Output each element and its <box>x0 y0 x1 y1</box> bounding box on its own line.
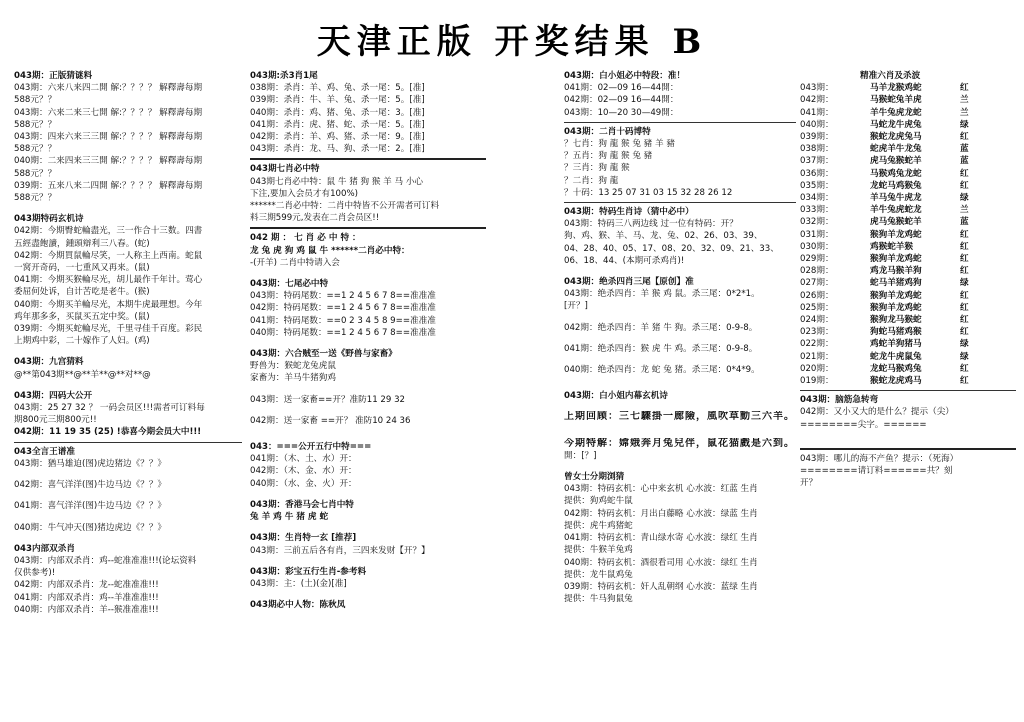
row-color: 兰 <box>960 95 969 106</box>
row-zodiacs: 虎马兔猴蛇羊 <box>870 156 922 167</box>
section-heading: 曾女士分期浏猜 <box>564 472 625 483</box>
list-item: 588元？？ <box>14 119 57 130</box>
section-heading: 043全言王谱准 <box>14 446 75 457</box>
row-issue: 036期： <box>800 168 834 179</box>
table-row <box>800 375 1016 387</box>
row-issue: 043期： <box>800 83 834 94</box>
row-issue: 021期： <box>800 351 834 362</box>
row-color: 红 <box>960 132 969 143</box>
list-item: 043期：四来六来三三開 解:？？？？ 解釋壽每期 <box>14 132 203 143</box>
spacer <box>564 402 796 411</box>
table-row <box>800 204 1016 216</box>
list-item: -(开羊) 二肖中特请入会 <box>250 257 340 268</box>
list-item: 042期：（木、金、水）开： <box>250 466 357 477</box>
section-heading: 043期：二肖十码博特 <box>564 126 651 137</box>
column-1 <box>14 70 242 616</box>
list-item: 038期：杀肖：羊、鸡、兔、杀一尾：5。[准] <box>250 83 425 94</box>
row-issue: 034期： <box>800 193 834 204</box>
list-item: 041期：今期买猴輪尽光，胡儿最作千年计。莺心 <box>14 275 203 286</box>
list-item: 043期：10—20 30—49開： <box>564 107 679 118</box>
row-zodiacs: 马羊龙猴鸡蛇 <box>870 83 922 94</box>
list-item: 041期：02—09 16—44開： <box>564 83 679 94</box>
list-item: 龙 兔 虎 狗 鸡 鼠 牛 ******二肖必中特： <box>250 245 410 256</box>
table-row <box>800 253 1016 265</box>
list-item: 039期：杀肖：牛、羊、兔、杀一尾：5。[准] <box>250 95 425 106</box>
column-3 <box>564 70 796 605</box>
row-zodiacs: 鸡蛇羊狗猪马 <box>870 339 922 350</box>
row-color: 兰 <box>960 205 969 216</box>
section-heading: 精准六肖及杀波 <box>860 71 921 81</box>
list-item: 料三期599元,发表在二肖会员区!! <box>250 213 380 224</box>
list-item: 043期：三前五后各有肖，三四来发财【开？】 <box>250 545 430 556</box>
table-row <box>800 155 1016 167</box>
column-2 <box>250 70 486 611</box>
row-issue: 025期： <box>800 302 834 313</box>
divider <box>250 227 486 229</box>
section-heading: 043期：白小姐内幕玄机诗 <box>564 391 668 402</box>
spacer <box>14 381 242 390</box>
list-item: 588元？？ <box>14 144 57 155</box>
table-row <box>800 265 1016 277</box>
row-color: 红 <box>960 241 969 252</box>
table-row <box>800 314 1016 326</box>
spacer <box>14 491 242 500</box>
list-item: 042期：喜气洋洋(图)牛边马边《？？》 <box>14 480 167 491</box>
spacer <box>250 406 486 415</box>
row-color: 红 <box>960 290 969 301</box>
spacer <box>250 427 486 441</box>
row-zodiacs: 猴蛇龙虎兔马 <box>870 132 922 143</box>
row-issue: 026期： <box>800 290 834 301</box>
list-item: 043期：杀肖：龙、马、狗、杀一尾：2。[准] <box>250 144 425 155</box>
spacer <box>14 534 242 543</box>
list-item: 提供：牛马狗鼠兔 <box>564 594 633 605</box>
row-color: 红 <box>960 315 969 326</box>
list-item: 今期特解：嫦娥奔月兔兒伴，鼠花猫戲是六到。 <box>564 437 795 449</box>
row-color: 绿 <box>960 119 969 130</box>
list-item: 仅供参考)! <box>14 568 56 579</box>
list-item: 043期：正版猜谜料 <box>14 71 93 81</box>
row-issue: 038期： <box>800 144 834 155</box>
row-color: 红 <box>960 327 969 338</box>
table-row <box>800 277 1016 289</box>
table-row <box>800 338 1016 350</box>
row-color: 红 <box>960 168 969 179</box>
list-item: @**第043期**@**羊**@**对**@ <box>14 369 151 380</box>
column-4 <box>800 70 1016 490</box>
list-item: 588元？？ <box>14 168 57 179</box>
list-item: 下注,要加入会员才有100%) <box>250 188 358 199</box>
list-item: 041期：杀肖：虎、猪、蛇、杀一尾：5。[准] <box>250 119 425 130</box>
list-item: 039期：特码玄机：奸人乱朝纲 心水波：蓝绿 生肖 <box>564 581 758 592</box>
list-item: 上期回顾：三七驟掛一廊險，風吹草動三六羊。 <box>564 411 795 423</box>
row-zodiacs: 马猴蛇兔羊虎 <box>870 95 922 106</box>
row-color: 红 <box>960 254 969 265</box>
row-zodiacs: 龙蛇马猴鸡兔 <box>870 363 922 374</box>
list-item: 042期：送一家畜 ==开？ 准防10 24 36 <box>250 415 411 426</box>
list-item: 040期：牛气冲天(图)猪边虎边《？？》 <box>14 522 167 533</box>
row-color: 绿 <box>960 278 969 289</box>
table-row <box>800 143 1016 155</box>
row-zodiacs: 蛇虎羊牛龙兔 <box>870 144 922 155</box>
section-heading: 043内部双杀肖 <box>14 543 75 554</box>
table-row <box>800 131 1016 143</box>
list-item: 042 期 ： 七 肖 必 中 特 ： <box>250 233 361 244</box>
list-item: 043期七肖必中特：鼠 牛 猪 狗 猴 羊 马 小心 <box>250 176 424 187</box>
list-item: 040期：今期买羊輪尽光，本期牛虎最理想。今年 <box>14 299 203 310</box>
row-zodiacs: 马猴鸡兔龙蛇 <box>870 168 922 179</box>
list-item: 狗、鸡、猴、羊、马、龙、兔、02、26、03、39、 <box>564 231 763 242</box>
row-zodiacs: 猴狗羊龙鸡蛇 <box>870 254 922 265</box>
list-item: 042期：特码玄机：月出白藤略 心水波：绿蓝 生肖 <box>564 508 758 519</box>
list-item: ========请订料======共？刻 <box>800 466 953 477</box>
list-item: 043期：六来二来三七開 解:？？？？ 解釋壽每期 <box>14 107 203 118</box>
row-zodiacs: 猴狗龙马猴蛇 <box>870 315 922 326</box>
table-row <box>800 302 1016 314</box>
row-zodiacs: 猴狗羊龙鸡蛇 <box>870 229 922 240</box>
list-item: 043期：哪儿的海不产鱼？提示：（死海） <box>800 453 959 464</box>
table-row <box>800 119 1016 131</box>
list-item: 043期：绝杀四肖：羊 猴 鸡 鼠。杀三尾：0*2*1。 <box>564 289 760 300</box>
spacer <box>564 267 796 276</box>
row-color: 红 <box>960 376 969 387</box>
table-row <box>800 229 1016 241</box>
divider <box>800 448 1016 450</box>
spacer <box>564 313 796 322</box>
table-row <box>800 351 1016 363</box>
list-item: 043期：六来八来四二開 解:？？？？ 解釋壽每期 <box>14 83 203 94</box>
row-issue: 041期： <box>800 107 834 118</box>
table-row <box>800 82 1016 94</box>
row-zodiacs: 羊牛兔虎龙蛇 <box>870 107 922 118</box>
list-item: 043期：特码三八两边线 过一位有特码：开？ <box>564 219 738 230</box>
row-issue: 027期： <box>800 278 834 289</box>
row-issue: 022期： <box>800 339 834 350</box>
row-issue: 033期： <box>800 205 834 216</box>
row-zodiacs: 蛇龙牛虎鼠兔 <box>870 351 922 362</box>
list-item: 040期：绝杀四肖：龙 蛇 兔 猪。杀三尾：0*4*9。 <box>564 365 760 376</box>
list-item: 041期：内部双杀肖：鸡--羊准准准!!! <box>14 592 159 603</box>
list-item: 043期：内部双杀肖：鸡--蛇准准准!!!(论坛资料 <box>14 555 197 566</box>
list-item: ？五肖：狗 龍 猴 兔 豬 <box>564 151 653 162</box>
list-item: 042期：特码尾数：==1 2 4 5 6 7 8==准准准 <box>250 303 436 314</box>
list-item: 04、28、40、05、17、08、20、32、09、21、33、 <box>564 243 779 254</box>
spacer <box>14 470 242 479</box>
table-row <box>800 241 1016 253</box>
divider <box>14 442 242 443</box>
section-heading: 043期：彩宝五行生肖-参考料 <box>250 566 367 577</box>
row-issue: 031期： <box>800 229 834 240</box>
list-item: 041期：（木、土、水）开： <box>250 454 357 465</box>
spacer <box>250 590 486 599</box>
section-heading: 043期七肖必中特 <box>250 164 320 175</box>
row-color: 蓝 <box>960 156 969 167</box>
list-item: 043期：猶马雄迫(图)虎边猪边《？？》 <box>14 458 167 469</box>
row-issue: 020期： <box>800 363 834 374</box>
spacer <box>14 347 242 356</box>
divider <box>800 390 1016 391</box>
table-row <box>800 290 1016 302</box>
list-item: 039期：五来八来二四開 解:？？？？ 解釋壽每期 <box>14 180 203 191</box>
list-item: 提供：牛猴羊兔鸡 <box>564 545 633 556</box>
list-item: 家畜为：羊马牛猪狗鸡 <box>250 373 336 384</box>
row-issue: 040期： <box>800 119 834 130</box>
list-item: 06、18、44、(本期可杀鸡肖)! <box>564 255 685 266</box>
list-item: 五經盡飽讀，鍾頭辯利三八春。(蛇) <box>14 238 150 249</box>
list-item: 040期：内部双杀肖：羊--猴准准准!!! <box>14 604 159 615</box>
row-color: 红 <box>960 266 969 277</box>
list-item: 041期：喜气洋洋(图)牛边马边《？？》 <box>14 501 167 512</box>
list-item: 040期：特码玄机：酒很看司用 心水波：绿红 生肖 <box>564 557 758 568</box>
list-item: 039期：今期买蛇輪尽光，千里寻佳千百度。彩民 <box>14 324 203 335</box>
table-row <box>800 192 1016 204</box>
row-color: 绿 <box>960 193 969 204</box>
row-zodiacs: 狗蛇马猪鸡猴 <box>870 327 922 338</box>
row-color: 红 <box>960 229 969 240</box>
row-issue: 029期： <box>800 254 834 265</box>
divider <box>250 158 486 160</box>
row-color: 红 <box>960 180 969 191</box>
list-item: 043期必中人物：陈秋凤 <box>250 600 346 611</box>
list-item: 野兽为：猴蛇龙兔虎鼠 <box>250 361 336 372</box>
section-heading: 043：===公开五行中特=== <box>250 442 372 453</box>
section-heading: 043期:杀3肖1尾 <box>250 71 318 81</box>
list-item: 040期：特码尾数：==1 2 4 5 6 7 8==准准准 <box>250 327 436 338</box>
list-item: 開：[？] <box>564 450 597 461</box>
section-heading: 043期：香港马会七肖中特 <box>250 499 354 510</box>
list-item: ******二肖必中特：二肖中特皆不公开需者可订料 <box>250 201 440 212</box>
row-zodiacs: 虎马兔猴蛇羊 <box>870 217 922 228</box>
list-item: 兔 羊 鸡 牛 猪 虎 蛇 <box>250 512 329 523</box>
list-item: 提供：虎牛鸡猪蛇 <box>564 520 633 531</box>
spacer <box>564 424 796 438</box>
list-item: 提供：龙牛鼠鸡兔 <box>564 569 633 580</box>
list-item: 043期：主：(土)(金)[准] <box>250 578 347 589</box>
row-zodiacs: 羊马兔牛虎龙 <box>870 193 922 204</box>
row-issue: 035期： <box>800 180 834 191</box>
section-heading: 043期特码玄机诗 <box>14 214 84 225</box>
list-item: [开？] <box>564 301 588 312</box>
list-item: 期800元三期800元!! <box>14 415 97 426</box>
row-zodiacs: 蛇马羊猪鸡狗 <box>870 278 922 289</box>
list-item: ========尖字。====== <box>800 419 927 430</box>
list-item: 043期：特码尾数：==1 2 4 5 6 7 8==准准准 <box>250 291 436 302</box>
list-item: 042期：绝杀四肖：羊 猪 牛 狗。杀三尾：0-9-8。 <box>564 322 758 333</box>
list-item: 上期鸡中彩，二十嫁作了人妇。(鸡) <box>14 336 150 347</box>
list-item: 588元？？ <box>14 95 57 106</box>
spacer <box>564 376 796 390</box>
row-zodiacs: 羊牛兔虎蛇龙 <box>870 205 922 216</box>
list-item: 041期：绝杀四肖：猴 虎 牛 鸡。杀三尾：0-9-8。 <box>564 343 758 354</box>
row-zodiacs: 鸡龙马猴羊狗 <box>870 266 922 277</box>
spacer <box>250 523 486 532</box>
list-item: 043期：25 27 32 ？ 一码会员区!!!需者可订料每 <box>14 403 205 414</box>
row-issue: 039期： <box>800 132 834 143</box>
row-zodiacs: 猴狗羊龙鸡蛇 <box>870 302 922 313</box>
list-item: 041期：特码玄机：青山绿水寄 心水波：绿红 生肖 <box>564 533 758 544</box>
section-heading: 043期：四码大公开 <box>14 390 93 401</box>
list-item: 一窝开奇码，一七重风又再来。(鼠) <box>14 263 150 274</box>
list-item: 042期：杀肖：羊、鸡、猪、杀一尾：9。[准] <box>250 132 425 143</box>
row-zodiacs: 马蛇龙牛虎兔 <box>870 119 922 130</box>
list-item: 042期：今期臀蛇輪盡光，三一作合十三数。四書 <box>14 226 203 237</box>
row-color: 兰 <box>960 107 969 118</box>
spacer <box>564 334 796 343</box>
row-color: 红 <box>960 83 969 94</box>
list-item: 041期：特码尾数：==0 2 3 4 5 8 9==准准准 <box>250 315 436 326</box>
row-issue: 037期： <box>800 156 834 167</box>
list-item: ？二肖：狗 龍 <box>564 175 619 186</box>
spacer <box>564 355 796 364</box>
row-issue: 024期： <box>800 315 834 326</box>
row-issue: 042期： <box>800 95 834 106</box>
row-color: 绿 <box>960 339 969 350</box>
spacer <box>14 513 242 522</box>
list-item: 042期：又小又大的是什么？提示（尖） <box>800 407 954 418</box>
divider <box>564 122 796 123</box>
row-color: 蓝 <box>960 217 969 228</box>
row-color: 蓝 <box>960 144 969 155</box>
spacer <box>250 385 486 394</box>
table-row <box>800 168 1016 180</box>
spacer <box>800 431 1016 445</box>
spacer <box>564 462 796 471</box>
table-row <box>800 180 1016 192</box>
section-heading: 043期：白小姐必中特段：准！ <box>564 71 686 81</box>
list-item: 588元？？ <box>14 193 57 204</box>
list-item: 开？ <box>800 478 818 489</box>
row-zodiacs: 猴蛇龙虎鸡马 <box>870 376 922 387</box>
section-heading: 043期：六合贼至一送《野兽与家畜》 <box>250 349 397 360</box>
list-item: 042期：今期買鼠輪尽笑，一人称主上西南。蛇鼠 <box>14 250 203 261</box>
list-item: 043期：送一家畜==开？准防11 29 32 <box>250 394 406 405</box>
row-color: 绿 <box>960 351 969 362</box>
table-row <box>800 363 1016 375</box>
table-row <box>800 94 1016 106</box>
spacer <box>250 490 486 499</box>
section-heading: 043期：脑筋急转弯 <box>800 395 879 406</box>
spacer <box>250 339 486 348</box>
list-item: 040期：二来四来三三開 解:？？？？ 解釋壽每期 <box>14 156 203 167</box>
list-item: ？十码：13 25 07 31 03 15 32 28 26 12 <box>564 187 733 198</box>
list-item: 040期：杀肖：鸡、猪、兔、杀一尾：3。[准] <box>250 107 425 118</box>
row-zodiacs: 鸡猴蛇羊猴 <box>870 241 913 252</box>
list-item: 提供：狗鸡蛇牛鼠 <box>564 496 633 507</box>
list-item: 042期：02—09 16—44開： <box>564 95 679 106</box>
table-row <box>800 107 1016 119</box>
list-item: 040期：（水、金、火）开： <box>250 478 357 489</box>
section-heading: 043期：绝杀四肖三尾【原创】准 <box>564 277 694 288</box>
row-color: 红 <box>960 302 969 313</box>
spacer <box>250 557 486 566</box>
list-item: ？七肖：狗 龍 猴 兔 豬 羊 豬 <box>564 139 675 150</box>
spacer <box>14 204 242 213</box>
list-item: 委屈何处诉，自计苦吃是老牛。(猴) <box>14 287 150 298</box>
row-color: 红 <box>960 363 969 374</box>
row-issue: 023期： <box>800 327 834 338</box>
six-zodiac-list <box>800 82 1016 387</box>
table-row <box>800 326 1016 338</box>
row-issue: 032期： <box>800 217 834 228</box>
list-item: ？三肖：狗 龍 猴 <box>564 163 630 174</box>
list-item: 鸡年那多多，买鼠买五定中奖。(鼠) <box>14 311 150 322</box>
list-item: 042期：内部双杀肖：龙--蛇准准准!!! <box>14 580 159 591</box>
section-heading: 043期：生肖特一玄 [推荐] <box>250 533 357 544</box>
section-heading: 043期：九宫猜料 <box>14 357 84 368</box>
spacer <box>250 269 486 278</box>
list-item: 042期：11 19 35 (25) !恭喜今期会员大中!!! <box>14 427 202 438</box>
section-heading: 043期：七尾必中特 <box>250 279 329 290</box>
divider <box>564 202 796 203</box>
row-issue: 030期： <box>800 241 834 252</box>
section-heading: 043期：特码生肖诗（猜中必中） <box>564 207 694 218</box>
list-item: 043期：特码玄机：心中来玄机 心水波：红蓝 生肖 <box>564 484 758 495</box>
row-zodiacs: 猴狗羊龙鸡蛇 <box>870 290 922 301</box>
page-title: 天津正版 开奖结果 B <box>316 22 708 62</box>
row-issue: 028期： <box>800 266 834 277</box>
table-row <box>800 216 1016 228</box>
row-zodiacs: 龙蛇马鸡猴兔 <box>870 180 922 191</box>
row-issue: 019期： <box>800 376 834 387</box>
